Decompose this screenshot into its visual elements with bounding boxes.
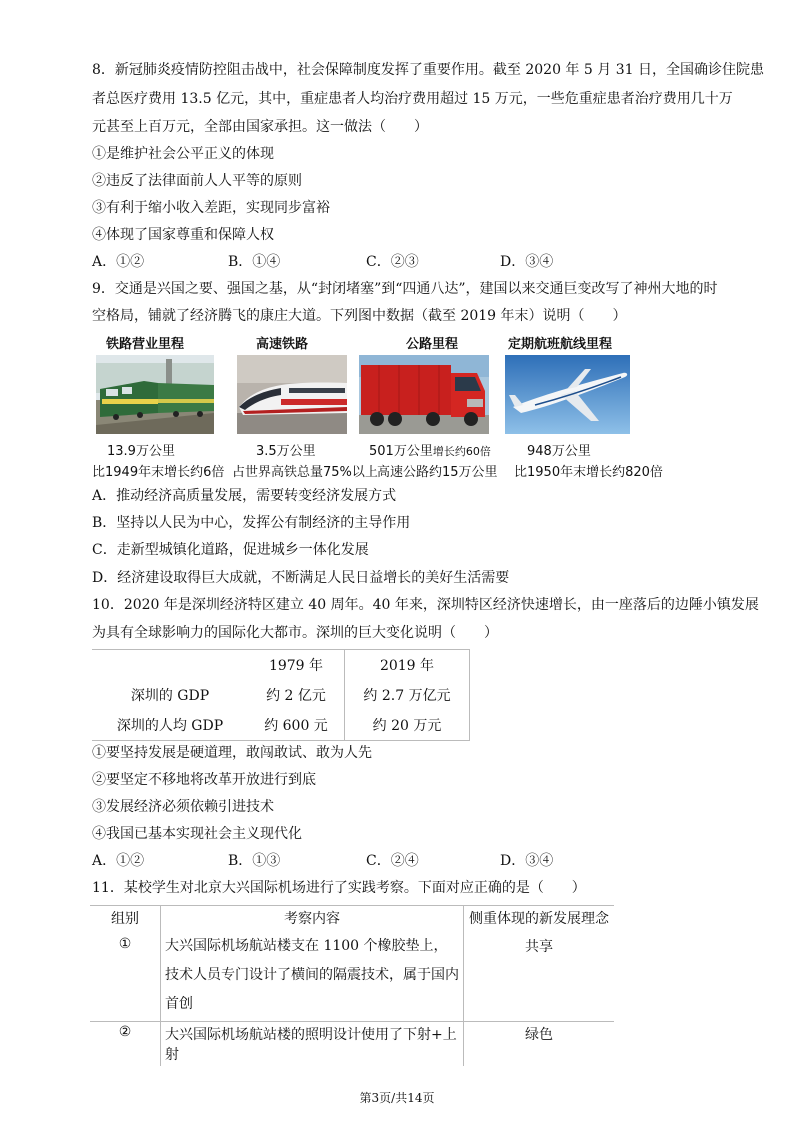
table-cell: 约 2.7 万亿元 [345, 680, 470, 710]
table-cell: 约 2 亿元 [266, 688, 326, 704]
q10-item-2: ②要坚定不移地将改革开放进行到底 [92, 772, 316, 788]
q8-stem-line-1: 8．新冠肺炎疫情防控阻击战中，社会保障制度发挥了重要作用。截至 2020 年 5 月 31 日，全国确诊住院患 [92, 62, 764, 78]
table-cell: 大兴国际机场航站楼支在 1100 个橡胶垫上，技术人员专门设计了横间的隔震技术，属于国内首创 [161, 930, 464, 1022]
table-cell: 共享 [464, 930, 615, 1022]
table-cell: 深圳的 GDP [130, 688, 210, 704]
q10-item-3: ③发展经济必须依赖引进技术 [92, 799, 274, 815]
table-row [92, 710, 470, 741]
high-speed-rail-value: 3.5万公里 [256, 444, 316, 459]
q8-option-c: C．②③ [366, 254, 419, 270]
high-speed-rail-photo [237, 355, 347, 434]
q8-option-a: A．①② [92, 254, 145, 270]
table-cell: 绿色 [464, 1022, 615, 1067]
q9-stem-line-2: 空格局，铺就了经济腾飞的康庄大道。下列图中数据（截至 2019 年末）说明（ ） [92, 308, 627, 324]
figure-caption-high-speed-rail: 高速铁路 [256, 337, 309, 352]
q9-option-b: B．坚持以人民为中心，发挥公有制经济的主导作用 [92, 515, 411, 531]
highway-growth-note: 增长约60倍 [432, 445, 491, 458]
high-speed-rail-note: 占世界高铁总量75%以上 [232, 465, 378, 480]
figure-caption-railway: 铁路营业里程 [106, 337, 185, 352]
table-row [90, 1022, 614, 1067]
table-cell: ① [118, 936, 132, 952]
highway-note: 高速公路约15万公里 [377, 465, 498, 480]
q10-item-1: ①要坚持发展是硬道理，敢闯敢试、敢为人先 [92, 745, 372, 761]
airplane-photo [505, 355, 630, 434]
table-cell: 大兴国际机场航站楼的照明设计使用了下射+上射 [161, 1022, 464, 1067]
table-cell: 2019 年 [345, 650, 470, 681]
q10-option-a: A．①② [92, 853, 145, 869]
figure-caption-highway: 公路里程 [406, 337, 459, 352]
table-cell: 约 20 万元 [345, 710, 470, 741]
q8-item-3: ③有利于缩小收入差距，实现同步富裕 [92, 200, 330, 216]
train-photo [96, 355, 214, 434]
q10-option-c: C．②④ [366, 853, 419, 869]
highway-value [369, 440, 491, 459]
q8-option-b: B．①④ [228, 254, 281, 270]
flight-routes-value: 948万公里 [527, 444, 591, 459]
q9-option-d: D．经济建设取得巨大成就，不断满足人民日益增长的美好生活需要 [92, 570, 510, 586]
table-cell [92, 650, 248, 681]
railway-note: 比1949年末增长约6倍 [92, 465, 225, 480]
shenzhen-gdp-table [92, 649, 470, 741]
table-header-cell: 侧重体现的新发展理念 [464, 906, 615, 931]
page-number: 第3页/共14页 [359, 1091, 435, 1105]
table-cell: 1979 年 [248, 650, 345, 681]
railway-value: 13.9万公里 [107, 444, 175, 459]
table-cell: 约 600 元 [248, 710, 345, 741]
table-cell: ② [90, 1022, 161, 1067]
q8-option-d: D．③④ [500, 254, 554, 270]
q10-option-b: B．①③ [228, 853, 281, 869]
q9-stem-line-1: 9．交通是兴国之要、强国之基，从“封闭堵塞”到“四通八达”，建国以来交通巨变改写了神州大地的时 [92, 281, 718, 297]
table-row [90, 930, 614, 1022]
q8-item-1: ①是维护社会公平正义的体现 [92, 146, 274, 162]
q8-item-4: ④体现了国家尊重和保障人权 [92, 227, 274, 243]
q9-option-c: C．走新型城镇化道路，促进城乡一体化发展 [92, 542, 369, 558]
q10-stem-line-2: 为具有全球影响力的国际化大都市。深圳的巨大变化说明（ ） [92, 625, 498, 641]
table-header-cell: 组别 [90, 906, 161, 931]
q8-item-2: ②违反了法律面前人人平等的原则 [92, 173, 302, 189]
q8-stem-line-2: 者总医疗费用 13.5 亿元，其中，重症患者人均治疗费用超过 15 万元，一些危重症患者治疗费用几十万 [92, 91, 733, 107]
flight-routes-note: 比1950年末增长约820倍 [514, 465, 663, 480]
q10-stem-line-1: 10．2020 年是深圳经济特区建立 40 周年。40 年来，深圳特区经济快速增长，由一座落后的边陲小镇发展 [92, 597, 759, 613]
truck-photo [359, 355, 489, 434]
table-row [90, 906, 614, 931]
q11-stem: 11．某校学生对北京大兴国际机场进行了实践考察。下面对应正确的是（ ） [92, 880, 586, 896]
q8-stem-line-3: 元甚至上百万元，全部由国家承担。这一做法（ ） [92, 119, 428, 135]
q10-item-4: ④我国已基本实现社会主义现代化 [92, 826, 302, 842]
table-row [92, 650, 470, 681]
q10-option-d: D．③④ [500, 853, 554, 869]
table-row [92, 680, 470, 710]
table-header-cell: 考察内容 [161, 906, 464, 931]
q9-option-a: A．推动经济高质量发展，需要转变经济发展方式 [92, 488, 397, 504]
highway-value-text: 501万公里 [369, 444, 433, 459]
airport-observation-table [90, 905, 614, 1066]
table-cell: 深圳的人均 GDP [92, 710, 248, 741]
figure-caption-flight-routes: 定期航班航线里程 [508, 337, 613, 352]
